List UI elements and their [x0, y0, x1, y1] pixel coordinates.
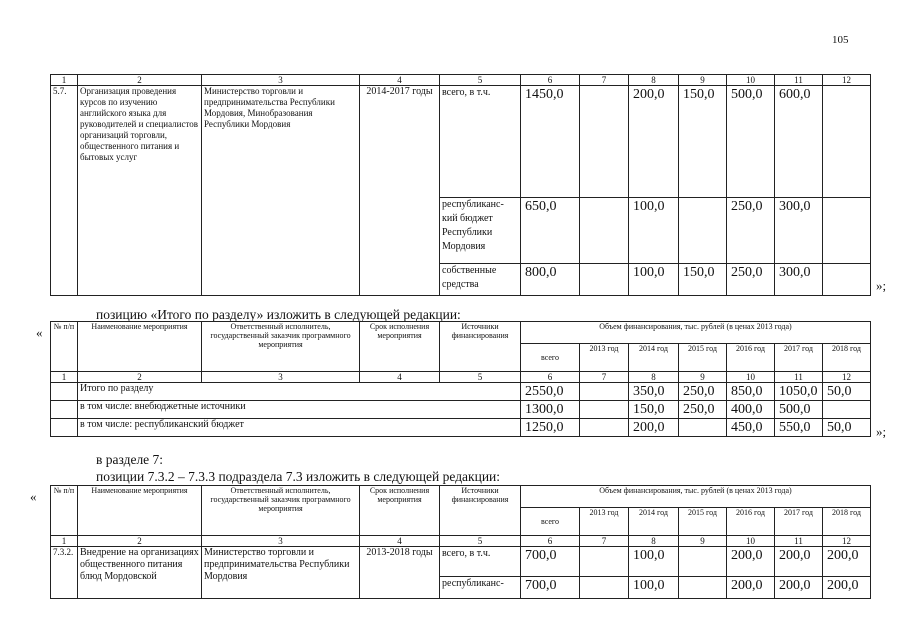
value-cell — [580, 86, 629, 198]
value-cell — [679, 547, 727, 577]
col-num: 9 — [679, 372, 727, 383]
row-number: 5.7. — [51, 86, 78, 296]
col-num: 12 — [823, 536, 871, 547]
value-cell — [580, 264, 629, 296]
value-cell: 150,0 — [679, 264, 727, 296]
header-year: 2017 год — [775, 508, 823, 536]
table-measure-5-7 — [50, 74, 871, 296]
value-cell — [823, 401, 871, 419]
col-num: 9 — [679, 536, 727, 547]
opening-quote: « — [36, 325, 43, 340]
value-cell: 150,0 — [679, 86, 727, 198]
executor: Министерство торговли и предпринимательства Республики Мордовия — [202, 547, 360, 599]
value-cell: 350,0 — [629, 383, 679, 401]
page-number: 105 — [832, 34, 849, 46]
value-cell: 250,0 — [727, 264, 775, 296]
value-cell — [679, 577, 727, 599]
value-cell — [580, 383, 629, 401]
value-cell: 850,0 — [727, 383, 775, 401]
closing-quote: »; — [876, 278, 887, 293]
funding-source: республиканс-кий бюджет Республики Мордовия — [440, 198, 521, 264]
header-period: Срок исполнения мероприятия — [360, 486, 440, 536]
col-num: 6 — [521, 536, 580, 547]
table-row — [51, 401, 871, 419]
header-year: 2018 год — [823, 344, 871, 372]
col-num: 7 — [580, 75, 629, 86]
header-total: всего — [521, 344, 580, 372]
table-row — [51, 86, 871, 198]
col-num: 10 — [727, 75, 775, 86]
value-cell: 50,0 — [823, 383, 871, 401]
col-num: 1 — [51, 372, 78, 383]
header-row — [51, 486, 871, 508]
value-cell: 100,0 — [629, 198, 679, 264]
header-row — [51, 322, 871, 344]
value-cell: 200,0 — [823, 547, 871, 577]
row-number: 7.3.2. — [51, 547, 78, 599]
col-num: 11 — [775, 372, 823, 383]
value-cell: 250,0 — [727, 198, 775, 264]
header-year: 2016 год — [727, 508, 775, 536]
header-source: Источники финансирования — [440, 486, 521, 536]
funding-source: всего, в т.ч. — [440, 547, 521, 577]
value-cell: 650,0 — [521, 198, 580, 264]
table-row — [51, 419, 871, 437]
col-num: 1 — [51, 75, 78, 86]
row-label: в том числе: внебюджетные источники — [78, 401, 521, 419]
funding-source: республиканс- — [440, 577, 521, 599]
value-cell: 250,0 — [679, 401, 727, 419]
measure-name: Внедрение на организациях общественного питания блюд Мордовской — [78, 547, 202, 599]
value-cell — [679, 419, 727, 437]
opening-quote: « — [30, 489, 37, 504]
header-volume: Объем финансирования, тыс. рублей (в ценах 2013 года) — [521, 322, 871, 344]
value-cell: 100,0 — [629, 547, 679, 577]
table-row — [51, 383, 871, 401]
col-num: 11 — [775, 75, 823, 86]
column-numbers-row — [51, 536, 871, 547]
period: 2013-2018 годы — [360, 547, 440, 599]
value-cell — [580, 198, 629, 264]
col-num: 3 — [202, 75, 360, 86]
col-num: 8 — [629, 75, 679, 86]
col-num: 2 — [78, 536, 202, 547]
value-cell: 200,0 — [629, 419, 679, 437]
value-cell: 150,0 — [629, 401, 679, 419]
table-row — [51, 547, 871, 577]
header-total: всего — [521, 508, 580, 536]
col-num: 2 — [78, 75, 202, 86]
measure-name: Организация проведения курсов по изучению английского языка для руководителей и специалистов организаций торговли, общественного питания и бытовых услуг — [78, 86, 202, 296]
header-source: Источники финансирования — [440, 322, 521, 372]
header-period: Срок исполнения мероприятия — [360, 322, 440, 372]
row-label: Итого по разделу — [78, 383, 521, 401]
value-cell: 600,0 — [775, 86, 823, 198]
header-name: Наименование мероприятия — [78, 322, 202, 372]
col-num: 6 — [521, 372, 580, 383]
value-cell: 200,0 — [775, 547, 823, 577]
col-num: 3 — [202, 372, 360, 383]
value-cell: 800,0 — [521, 264, 580, 296]
header-year: 2013 год — [580, 508, 629, 536]
value-cell — [580, 401, 629, 419]
value-cell — [580, 577, 629, 599]
header-year: 2014 год — [629, 508, 679, 536]
value-cell — [580, 419, 629, 437]
value-cell: 1250,0 — [521, 419, 580, 437]
header-executor: Ответственный исполнитель, государственный заказчик программного мероприятия — [202, 486, 360, 536]
funding-source: всего, в т.ч. — [440, 86, 521, 198]
value-cell: 300,0 — [775, 198, 823, 264]
value-cell: 100,0 — [629, 264, 679, 296]
table-section-total — [50, 321, 871, 437]
header-num: № п/п — [51, 322, 78, 372]
row-label: в том числе: республиканский бюджет — [78, 419, 521, 437]
col-num: 9 — [679, 75, 727, 86]
col-num: 10 — [727, 372, 775, 383]
column-numbers-row — [51, 75, 871, 86]
value-cell: 500,0 — [775, 401, 823, 419]
value-cell — [580, 547, 629, 577]
col-num: 7 — [580, 536, 629, 547]
col-num: 5 — [440, 75, 521, 86]
header-year: 2015 год — [679, 508, 727, 536]
col-num: 5 — [440, 536, 521, 547]
col-num: 3 — [202, 536, 360, 547]
header-num: № п/п — [51, 486, 78, 536]
value-cell: 400,0 — [727, 401, 775, 419]
header-volume: Объем финансирования, тыс. рублей (в ценах 2013 года) — [521, 486, 871, 508]
col-num: 1 — [51, 536, 78, 547]
value-cell: 550,0 — [775, 419, 823, 437]
value-cell — [823, 264, 871, 296]
col-num: 8 — [629, 536, 679, 547]
col-num: 8 — [629, 372, 679, 383]
header-year: 2017 год — [775, 344, 823, 372]
col-num: 11 — [775, 536, 823, 547]
value-cell: 100,0 — [629, 577, 679, 599]
instruction-text: позиции 7.3.2 – 7.3.3 подраздела 7.3 изложить в следующей редакции: — [96, 469, 501, 484]
value-cell — [823, 86, 871, 198]
value-cell: 700,0 — [521, 577, 580, 599]
section-text: в разделе 7: — [96, 452, 164, 467]
value-cell: 500,0 — [727, 86, 775, 198]
value-cell: 200,0 — [775, 577, 823, 599]
header-year: 2015 год — [679, 344, 727, 372]
col-num: 4 — [360, 536, 440, 547]
col-num: 10 — [727, 536, 775, 547]
value-cell: 2550,0 — [521, 383, 580, 401]
value-cell: 1450,0 — [521, 86, 580, 198]
period: 2014-2017 годы — [360, 86, 440, 296]
value-cell — [679, 198, 727, 264]
value-cell: 300,0 — [775, 264, 823, 296]
table-measure-7-3-2 — [50, 485, 871, 599]
col-num: 2 — [78, 372, 202, 383]
value-cell: 50,0 — [823, 419, 871, 437]
value-cell: 250,0 — [679, 383, 727, 401]
col-num: 12 — [823, 372, 871, 383]
header-executor: Ответственный исполнитель, государственный заказчик программного мероприятия — [202, 322, 360, 372]
col-num: 7 — [580, 372, 629, 383]
col-num: 4 — [360, 372, 440, 383]
header-year: 2013 год — [580, 344, 629, 372]
value-cell: 200,0 — [823, 577, 871, 599]
executor: Министерство торговли и предпринимательства Республики Мордовия, Минобразования Республики Мордовия — [202, 86, 360, 296]
header-year: 2016 год — [727, 344, 775, 372]
value-cell: 700,0 — [521, 547, 580, 577]
col-num: 5 — [440, 372, 521, 383]
value-cell: 1300,0 — [521, 401, 580, 419]
col-num: 12 — [823, 75, 871, 86]
header-year: 2014 год — [629, 344, 679, 372]
value-cell: 200,0 — [727, 547, 775, 577]
value-cell: 200,0 — [629, 86, 679, 198]
col-num: 4 — [360, 75, 440, 86]
value-cell: 1050,0 — [775, 383, 823, 401]
header-name: Наименование мероприятия — [78, 486, 202, 536]
header-year: 2018 год — [823, 508, 871, 536]
column-numbers-row — [51, 372, 871, 383]
value-cell: 200,0 — [727, 577, 775, 599]
closing-quote: »; — [876, 424, 887, 439]
col-num: 6 — [521, 75, 580, 86]
instruction-text: позицию «Итого по разделу» изложить в следующей редакции: — [96, 307, 461, 322]
value-cell: 450,0 — [727, 419, 775, 437]
funding-source: собственные средства — [440, 264, 521, 296]
value-cell — [823, 198, 871, 264]
